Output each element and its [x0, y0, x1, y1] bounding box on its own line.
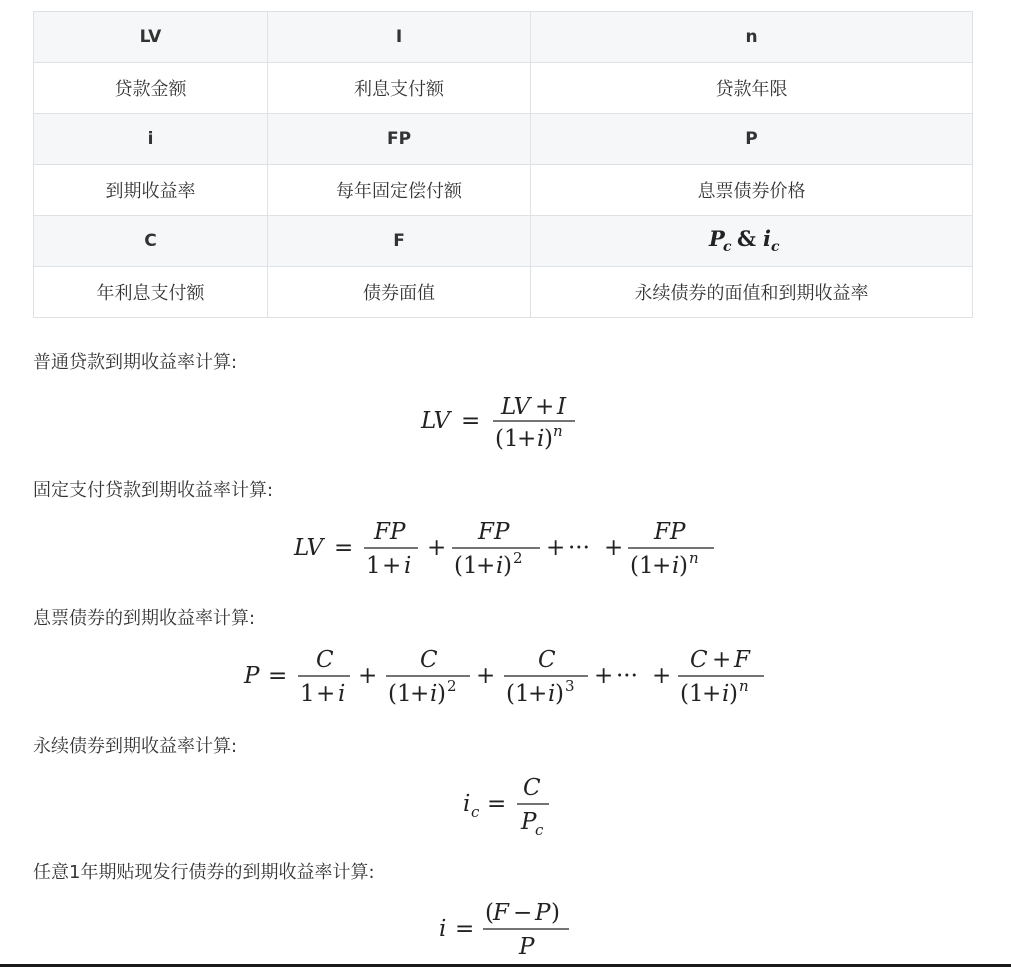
formula-fixed-payment-loan	[0, 517, 1011, 577]
svg-text:FP: FP	[477, 519, 509, 545]
formula-perpetual-bond	[0, 773, 1011, 839]
pc-ic-math	[707, 226, 797, 256]
table-cell: C	[34, 216, 268, 267]
svg-text:(1: (1	[494, 426, 519, 452]
table-cell: 利息支付额	[268, 63, 531, 114]
table-cell: 到期收益率	[34, 165, 268, 216]
table-row	[34, 216, 973, 267]
table-row	[34, 114, 973, 165]
svg-text:): )	[728, 681, 738, 707]
svg-text:F: F	[492, 900, 509, 926]
svg-text:): )	[502, 553, 512, 579]
formula-svg	[439, 898, 573, 962]
svg-text:P: P	[534, 900, 550, 926]
svg-text:): )	[554, 681, 564, 707]
svg-text:C: C	[537, 647, 556, 673]
table-cell-math	[531, 216, 973, 267]
svg-text:i: i	[429, 681, 437, 707]
svg-text:=: =	[454, 916, 474, 942]
svg-text:LV: LV	[293, 535, 323, 561]
formula-svg	[294, 517, 718, 581]
svg-text:C: C	[522, 775, 541, 801]
svg-text:+: +	[534, 394, 554, 420]
svg-text:···: ···	[567, 535, 590, 561]
svg-text:i: i	[438, 916, 446, 942]
section-caption: 息票债券的到期收益率计算:	[33, 608, 256, 629]
table-cell: I	[268, 12, 531, 63]
formula-svg	[421, 390, 591, 452]
svg-text:P: P	[708, 226, 725, 251]
svg-text:C: C	[315, 647, 334, 673]
svg-text:+: +	[527, 681, 547, 707]
svg-text:i: i	[337, 681, 345, 707]
section-caption: 固定支付贷款到期收益率计算:	[33, 480, 274, 501]
svg-text:(1: (1	[387, 681, 412, 707]
svg-text:I: I	[556, 394, 566, 420]
table-cell: i	[34, 114, 268, 165]
svg-text:c: c	[722, 239, 732, 255]
table-cell: P	[531, 114, 973, 165]
svg-text:&: &	[736, 226, 756, 251]
table-cell: LV	[34, 12, 268, 63]
svg-text:+: +	[357, 663, 377, 689]
table-row	[34, 12, 973, 63]
table-cell: n	[531, 12, 973, 63]
svg-text:c: c	[770, 239, 780, 255]
svg-text:+: +	[711, 647, 731, 673]
table-cell: 年利息支付额	[34, 267, 268, 318]
svg-text:+: +	[545, 535, 565, 561]
svg-text:P: P	[520, 809, 536, 835]
svg-text:P: P	[518, 934, 534, 960]
svg-text:i: i	[671, 553, 679, 579]
svg-text:i: i	[495, 553, 503, 579]
svg-text:+: +	[409, 681, 429, 707]
svg-text:P: P	[243, 663, 259, 689]
svg-text:···: ···	[615, 663, 638, 689]
svg-text:FP: FP	[653, 519, 685, 545]
formula-svg	[244, 645, 768, 709]
svg-text:=: =	[333, 535, 353, 561]
svg-text:n: n	[738, 677, 749, 695]
svg-text:C: C	[419, 647, 438, 673]
svg-text:+: +	[426, 535, 446, 561]
svg-text:1: 1	[365, 553, 381, 579]
table-cell: 债券面值	[268, 267, 531, 318]
svg-text:F: F	[733, 647, 750, 673]
svg-text:+: +	[701, 681, 721, 707]
svg-text:LV: LV	[500, 394, 530, 420]
svg-text:+: +	[593, 663, 613, 689]
svg-text:(1: (1	[679, 681, 704, 707]
svg-text:+: +	[381, 553, 401, 579]
table-row	[34, 165, 973, 216]
section-caption: 永续债券到期收益率计算:	[33, 736, 238, 757]
svg-text:=: =	[486, 791, 506, 817]
svg-text:+: +	[516, 426, 536, 452]
svg-text:2: 2	[512, 549, 523, 567]
svg-text:i: i	[762, 226, 771, 251]
svg-text:+: +	[603, 535, 623, 561]
table-row	[34, 63, 973, 114]
svg-text:3: 3	[564, 677, 575, 695]
svg-text:LV: LV	[420, 408, 450, 434]
svg-text:+: +	[651, 553, 671, 579]
svg-text:=: =	[267, 663, 287, 689]
table-cell: 每年固定偿付额	[268, 165, 531, 216]
section-caption: 普通贷款到期收益率计算:	[33, 352, 238, 373]
svg-text:(1: (1	[629, 553, 654, 579]
svg-text:(1: (1	[453, 553, 478, 579]
svg-text:): )	[550, 900, 560, 926]
svg-text:i: i	[547, 681, 555, 707]
formula-ordinary-loan	[0, 390, 1011, 450]
table-row	[34, 267, 973, 318]
svg-text:−: −	[512, 900, 532, 926]
svg-text:c: c	[470, 803, 479, 821]
table-cell: FP	[268, 114, 531, 165]
formula-coupon-bond	[0, 645, 1011, 705]
table-cell: F	[268, 216, 531, 267]
table-cell: 息票债券价格	[531, 165, 973, 216]
svg-text:i: i	[403, 553, 411, 579]
svg-text:n: n	[552, 422, 563, 440]
table-cell: 贷款金额	[34, 63, 268, 114]
svg-text:2: 2	[446, 677, 457, 695]
svg-text:=: =	[460, 408, 480, 434]
section-caption: 任意1年期贴现发行债券的到期收益率计算:	[33, 862, 375, 883]
svg-text:+: +	[475, 553, 495, 579]
svg-text:1: 1	[299, 681, 315, 707]
table-cell: 贷款年限	[531, 63, 973, 114]
svg-text:): )	[543, 426, 553, 452]
svg-text:i: i	[462, 791, 470, 817]
svg-text:i: i	[536, 426, 544, 452]
svg-text:n: n	[688, 549, 699, 567]
svg-text:+: +	[315, 681, 335, 707]
svg-text:+: +	[475, 663, 495, 689]
svg-text:C: C	[689, 647, 708, 673]
svg-text:FP: FP	[373, 519, 405, 545]
svg-text:): )	[436, 681, 446, 707]
variables-table	[33, 11, 973, 318]
svg-text:+: +	[651, 663, 671, 689]
table-cell: 永续债券的面值和到期收益率	[531, 267, 973, 318]
formula-discount-bond	[0, 898, 1011, 958]
formula-svg	[463, 773, 549, 837]
svg-text:i: i	[721, 681, 729, 707]
svg-text:): )	[678, 553, 688, 579]
svg-text:(1: (1	[505, 681, 530, 707]
svg-text:c: c	[534, 821, 543, 839]
svg-text:(: (	[484, 900, 494, 926]
